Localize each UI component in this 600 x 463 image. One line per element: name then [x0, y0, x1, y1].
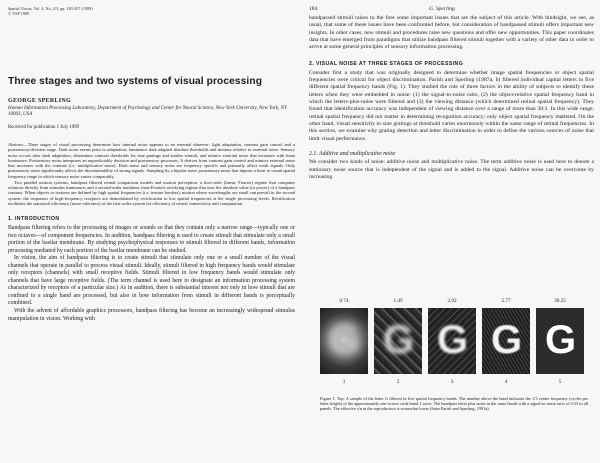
figure-panel-index: 4 — [504, 379, 508, 385]
subsection-heading-additive-noise: 2.1. Additive and multiplicative noise — [309, 151, 396, 158]
running-author: G. Sperling — [429, 6, 455, 12]
figure-band-label: 2.92 — [447, 298, 457, 304]
figure-panel-index: 2 — [396, 379, 400, 385]
filtered-letter-panel — [428, 308, 476, 374]
figure-band-label: 0.74 — [339, 298, 349, 304]
filtered-letter-panel — [320, 308, 368, 374]
journal-copyright: © VSP 1989 — [8, 11, 30, 16]
running-header — [309, 6, 594, 14]
left-column — [8, 6, 295, 323]
author-name: GEORGE SPERLING — [8, 98, 72, 104]
right-column — [309, 6, 594, 181]
figure-panel-index: 1 — [342, 379, 346, 385]
section-heading-visual-noise: 2. VISUAL NOISE AT THREE STAGES OF PROCESSING — [309, 60, 464, 67]
received-date: Received for publication 1 July 1989 — [8, 125, 80, 130]
journal-citation: Spatial Vision, Vol. 4, No. 2/3, pp. 183-207 (1989) — [8, 6, 93, 11]
figure-band-label: 5.77 — [501, 298, 511, 304]
abstract — [8, 142, 295, 206]
figure-band-label: 36.25 — [554, 298, 566, 304]
body-paragraph: In vision, the aim of bandpass filtering is to create stimuli that stimulate only one or a small number of the visual channels that operate in parallel to process visual stimuli. Ideally, stimuli filtered in high frequency bands would stimulate only receptors (channels) with small receptive fields. Stimuli filtered in low frequency bands would stimulate only channels that have large receptive fields. (The term channel is used here to designate an information processing system characterized by receptors of a particular size.) As in audition, there is substantial interest not only in how stimuli that are confined to a single band are processed, but also in how information from stimuli in different bands is perceptually combined. — [8, 255, 295, 307]
filtered-letter: G — [383, 318, 415, 362]
filtered-letter: G — [545, 318, 577, 362]
filtered-letter-panel — [374, 308, 422, 374]
figure-band-label: 1.49 — [393, 298, 403, 304]
filtered-letter: G — [329, 318, 361, 362]
figure-panel-index: 3 — [450, 379, 454, 385]
subsection-2-1-text — [309, 159, 594, 181]
abstract-paragraph: Two parallel motion systems, bandpass filtered retinal comparison models and motion perception: a first-order (linear, Fourier) regime that computes relations directly from stimulus luminance, and a second-order nonlinear (non-Fourier) rectifying regime that uses the absolute value (or power) of a bandpass contrast. When objects or textures are defined by high spatial frequencies (i.e. texture borders), motion where wavelengths are small can prevail in the second system: the responses of high-frequency receptors are demodulated by rectification to low spatial frequencies at the single processing levels. Rectification facilitates the statistical efficiency (noise tolerance) of the first-order system for efficiency of neural connectivity and computation. — [8, 179, 295, 206]
paper-title: Three stages and two systems of visual processing — [8, 76, 263, 87]
right-column-text — [309, 15, 594, 52]
body-paragraph: Bandpass filtering refers to the processing of images or sounds so that they contain only a narrow range—typically one or two octaves—of component frequencies. In audition, bandpass filtering is used to create stimuli that stimulate only a small portion of the basilar membrane. By studying psychophysical responses to stimuli filtered in different bands, information processing mediated by each portion of the basilar membrane can be studied. — [8, 225, 295, 254]
journal-header — [8, 6, 295, 16]
introduction-text — [8, 225, 295, 323]
figure-panel-index: 5 — [558, 379, 562, 385]
author-affiliation: Human Information Processing Laboratory, Department of Psychology and Center for Neural Science, New York University, New York, NY 10003, USA — [8, 106, 287, 117]
body-paragraph: We consider two kinds of noise: additive noise and multiplicative noise. The term additive noise is used here to denote a stationary noise source that is independent of the signal and is added to the signal. Additive noise can be overcome by increasing — [309, 159, 594, 180]
body-paragraph: Consider first a study that was originally designed to determine whether image spatial frequencies or object spatial frequencies were critical for object discrimination. Parish and Sperling (1987a, b) filtered individual capital letters in five different spatial frequency bands (Fig. 1). They studied the role of three factors in the ability of subjects to identify these letters when they were embedded in noise: (1) the signal-to-noise ratio, (2) the object-relative spatial frequency band in which the letters-plus-noise were filtered and (3) the viewing distance (which determined retinal spatial frequency). They found that identification accuracy was independent of viewing distance over a range of more than 30:1. In this wide range, retinal spatial frequency did not matter in determining recognition accuracy; only object spatial frequency mattered. On the other hand, visual sensitivity to sine gratings at threshold varies enormously within the same range of retinal frequencies. In this section, we examine why grating detection and letter discrimination in order to define the various sources of noise that limit visual performance. — [309, 69, 594, 142]
body-paragraph: With the advent of affordable graphics processors, bandpass filtering has become an increasingly widespread stimulus manipulation in vision. Working with — [8, 308, 295, 322]
section-heading-introduction: 1. INTRODUCTION — [8, 216, 60, 222]
body-paragraph: bandpassed stimuli raises to the fore some important issues that are the subject of this article. With hindsight, we see, as usual, that some of these issues have been confronted before, but consideration of bandpassed stimuli offers important new insights. In other cases, new stimuli and procedures raise new questions and offer new opportunities. This paper coordinates data that have emerged from paradigms that utilize bandpass filtered stimuli together with a variety of other data in order to arrive at some general principles of sensory information processing. — [309, 15, 594, 51]
section-2-text — [309, 70, 594, 143]
abstract-paragraph: Abstract—Three stages of visual processing determine how internal noise appears to an external observer: light adaptation, contrast gain control and a postsensory/decision stage. Dark noise seems prior to adaptation; luminance dark adapted absolute thresholds and minima relative to external noise. Sensory noise occurs after dark adaptation, determines contrast thresholds for sine gratings and similar stimuli, and mimics external noise that increases with luma luminance. Postsensory noise interposes an unpredictably decision and postsensory processes. It derives from contrast gain control and mimics external noise that increases with the contrast (i.e. multiplicative noise). Dark noise and sensory noise are frequency specific and primarily affect weak signals. Only postsensory noise significantly affects the discriminability of strong signals. Sampling by a bipolar noise postsensory noise that impose a limit to visual spatial frequency range in which sensory noise varies comparably. — [8, 142, 295, 179]
page-number: 184 — [309, 6, 318, 12]
filtered-letter: G — [491, 318, 523, 362]
figure-caption: Figure 1. Top: A sample of the letter G filtered in five spatial frequency bands. The number above the band indicates the 1/3 center frequency (cycles per letter height) of the approximately one-octave wide band. Lower: The bandpass letter plus noise in the same bands with a signal-to-noise ratio of 0.53 in all panels. The effective s/n in the reproduction is somewhat lower (from Parish and Sperling, 1991a). — [320, 396, 588, 412]
filtered-letter-panel — [536, 308, 584, 374]
filtered-letter: G — [437, 318, 469, 362]
filtered-letter-panel — [482, 308, 530, 374]
